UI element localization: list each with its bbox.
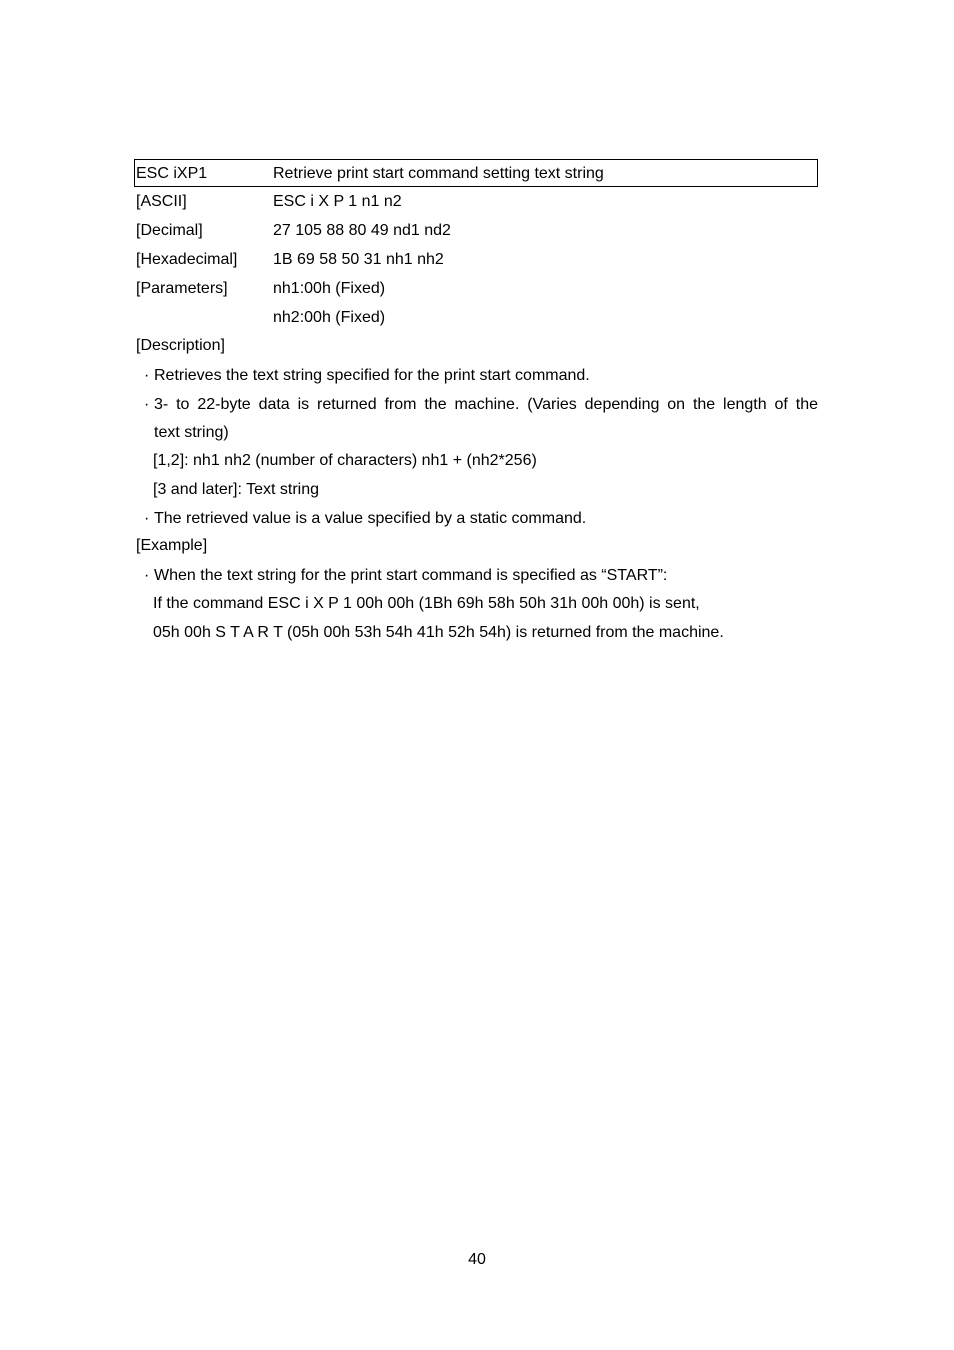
description-heading-line xyxy=(136,332,820,360)
command-reference xyxy=(136,159,820,648)
description-bullet-1 xyxy=(136,360,820,389)
description-heading: [Description] xyxy=(136,337,225,354)
spec-row-parameters-cont xyxy=(136,303,820,332)
spec-row-hexadecimal xyxy=(136,245,820,274)
example-line-3 xyxy=(136,619,820,648)
command-code: ESC iXP1 xyxy=(136,165,208,182)
command-title: Retrieve print start command setting text string xyxy=(273,165,604,182)
description-text: 3- to 22-byte data is returned from the machine. (Varies depending on the length of the xyxy=(154,396,818,413)
command-header-box xyxy=(134,159,818,187)
spec-row-decimal xyxy=(136,216,820,245)
description-subitem-1 xyxy=(136,446,820,475)
spec-value: 27 105 88 80 49 nd1 nd2 xyxy=(273,222,451,239)
description-text: The retrieved value is a value specified by a static command. xyxy=(154,510,587,527)
description-text-cont: text string) xyxy=(154,424,229,441)
description-bullet-3 xyxy=(136,504,820,532)
description-bullet-2 xyxy=(136,389,820,446)
spec-row-ascii xyxy=(136,187,820,216)
spec-label: [ASCII] xyxy=(136,193,187,210)
description-subitem-2 xyxy=(136,475,820,504)
spec-value: nh2:00h (Fixed) xyxy=(273,309,386,326)
description-text: Retrieves the text string specified for the print start command. xyxy=(154,367,590,384)
example-text: When the text string for the print start command is specified as “START”: xyxy=(154,567,668,584)
description-text: [1,2]: nh1 nh2 (number of characters) nh1 + (nh2*256) xyxy=(153,452,537,469)
spec-label: [Hexadecimal] xyxy=(136,251,238,268)
spec-value: 1B 69 58 50 31 nh1 nh2 xyxy=(273,251,444,268)
spec-row-parameters xyxy=(136,274,820,303)
spec-label: [Decimal] xyxy=(136,222,203,239)
example-text: If the command ESC i X P 1 00h 00h (1Bh 69h 58h 50h 31h 00h 00h) is sent, xyxy=(153,595,700,612)
spec-value: ESC i X P 1 n1 n2 xyxy=(273,193,402,210)
spec-value: nh1:00h (Fixed) xyxy=(273,280,386,297)
bullet-mark: · xyxy=(144,396,150,413)
example-line-2 xyxy=(136,590,820,619)
bullet-mark: · xyxy=(144,510,150,527)
example-text: 05h 00h S T A R T (05h 00h 53h 54h 41h 52h 54h) is returned from the machine. xyxy=(153,624,724,641)
bullet-mark: · xyxy=(144,567,150,584)
example-heading-line xyxy=(136,532,820,561)
spec-label: [Parameters] xyxy=(136,280,228,297)
page-number: 40 xyxy=(468,1251,486,1268)
bullet-mark: · xyxy=(144,367,150,384)
example-heading: [Example] xyxy=(136,537,208,554)
example-bullet-1 xyxy=(136,561,820,590)
description-text: [3 and later]: Text string xyxy=(153,481,320,498)
